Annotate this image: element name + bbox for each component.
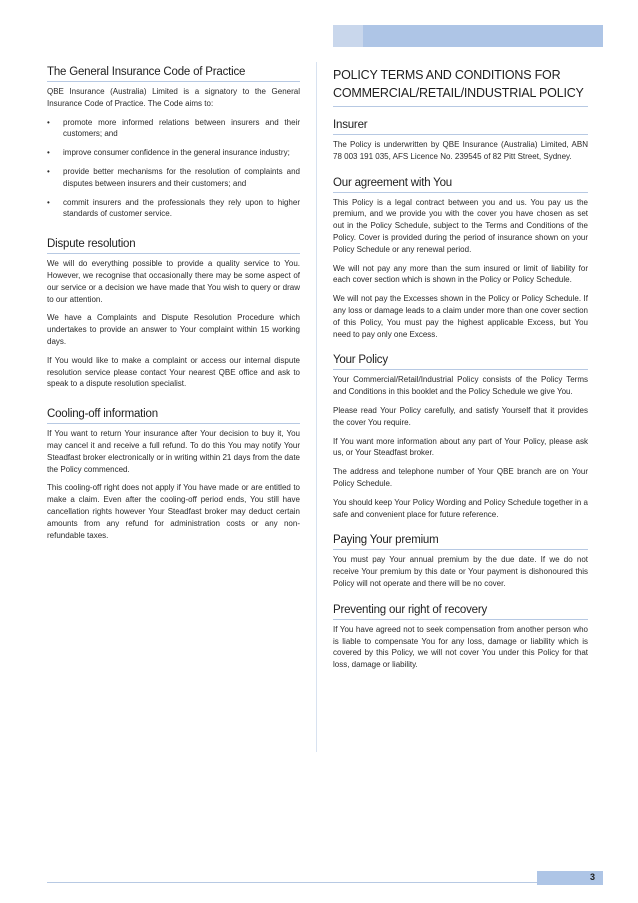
paragraph: The address and telephone number of Your QBE branch are on Your Policy Schedule. [333,467,588,488]
paragraph: Your Commercial/Retail/Industrial Policy consists of the Policy Terms and Conditions in this booklet and the Policy Schedule we give You. [333,375,588,397]
header-accent-bar [363,25,603,47]
recovery-heading: Preventing our right of recovery [333,604,588,620]
paragraph: You should keep Your Policy Wording and Policy Schedule together in a safe and convenient place for future reference. [333,497,588,519]
paragraph: We will not pay the Excesses shown in the Policy or Policy Schedule. If any loss or damage leads to a claim under more than one cover section of this Policy, You must pay the highest applicable Excess, but You need to pay only one Excess. [333,294,588,339]
bullet-icon: • [47,197,50,207]
your-policy-heading: Your Policy [333,354,588,370]
code-of-practice-section [47,66,300,220]
insurer-section [333,119,588,163]
column-divider [316,62,317,752]
dispute-resolution-heading: Dispute resolution [47,238,300,254]
paragraph: We will not pay any more than the sum insured or limit of liability for each cover section which is shown in the Policy or Policy Schedule. [333,263,588,285]
page-number: 3 [589,872,595,882]
premium-heading: Paying Your premium [333,534,588,550]
premium-section [333,534,588,589]
paragraph: If You want to return Your insurance after Your decision to buy it, You may cancel it and receive a full refund. To do this You may notify Your Steadfast broker electronically or in writing within 21 days from the date the Policy commenced. [47,429,300,474]
page-number-box [537,871,603,885]
insurer-heading: Insurer [333,119,588,135]
left-column [47,66,300,559]
paragraph: The Policy is underwritten by QBE Insurance (Australia) Limited, ABN 78 003 191 035, AFS Licence No. 239545 of 82 Pitt Street, Sydney. [333,140,588,161]
paragraph: We will do everything possible to provide a quality service to You. However, we recognise that occasionally there may be some aspect of our service or a decision we have made that You wish to query or draw to our attention. [47,259,300,304]
right-column [333,66,588,685]
agreement-section [333,177,588,341]
your-policy-section [333,354,588,520]
code-of-practice-intro: QBE Insurance (Australia) Limited is a signatory to the General Insurance Code of Practice. The Code aims to: [47,87,300,108]
paragraph: This cooling-off right does not apply if You have made or are entitled to make a claim. Even after the cooling-off period ends, You still have cancellation rights however Your Steadfast broker may deduct certain amounts from any refund for administration costs or any non-refundable taxes. [47,483,300,540]
footer-rule [47,882,537,883]
list-item: • improve consumer confidence in the general insurance industry; [47,148,290,158]
cooling-off-heading: Cooling-off information [47,408,300,424]
page-title: POLICY TERMS AND CONDITIONS FOR COMMERCIAL/RETAIL/INDUSTRIAL POLICY [333,66,588,107]
paragraph: Please read Your Policy carefully, and satisfy Yourself that it provides the cover You require. [333,405,588,427]
bullet-icon: • [47,148,50,158]
paragraph: You must pay Your annual premium by the due date. If we do not receive Your premium by this date or Your payment is dishonoured this Policy will not operate and there will be no cover. [333,555,588,588]
agreement-heading: Our agreement with You [333,177,588,193]
header-accent-bar-light [333,25,363,47]
paragraph: This Policy is a legal contract between you and us. You pay us the premium, and we provide you with the cover you have chosen as set out in the Policy Schedule, subject to the Terms and Conditions of the Policy. Cover is provided during the period of insurance shown on your Policy Schedule or any renewal period. [333,197,588,254]
code-aims-list [47,117,300,221]
list-item: • promote more informed relations between insurers and their customers; and [47,117,300,139]
paragraph: If You would like to make a complaint or access our internal dispute resolution service please contact Your nearest QBE office and ask to speak to a dispute resolution specialist. [47,355,300,389]
paragraph: If You want more information about any part of Your Policy, please ask us, or Your Steadfast broker. [333,436,588,458]
paragraph: If You have agreed not to seek compensation from another person who is liable to compensate You for any loss, damage or liability which is covered by this Policy, we will not cover You under this Policy for that loss, damage or liability. [333,624,588,670]
list-item: • commit insurers and the professionals they rely upon to higher standards of customer service. [47,197,300,219]
cooling-off-section [47,408,300,541]
bullet-icon: • [47,117,50,127]
bullet-icon: • [47,166,50,176]
paragraph: We have a Complaints and Dispute Resolution Procedure which undertakes to provide an answer to Your complaint within 15 working days. [47,313,300,346]
list-item: • provide better mechanisms for the resolution of complaints and disputes between insurers and their customers; and [47,166,300,188]
code-of-practice-heading: The General Insurance Code of Practice [47,66,300,82]
dispute-resolution-section [47,238,300,390]
recovery-section [333,604,588,671]
